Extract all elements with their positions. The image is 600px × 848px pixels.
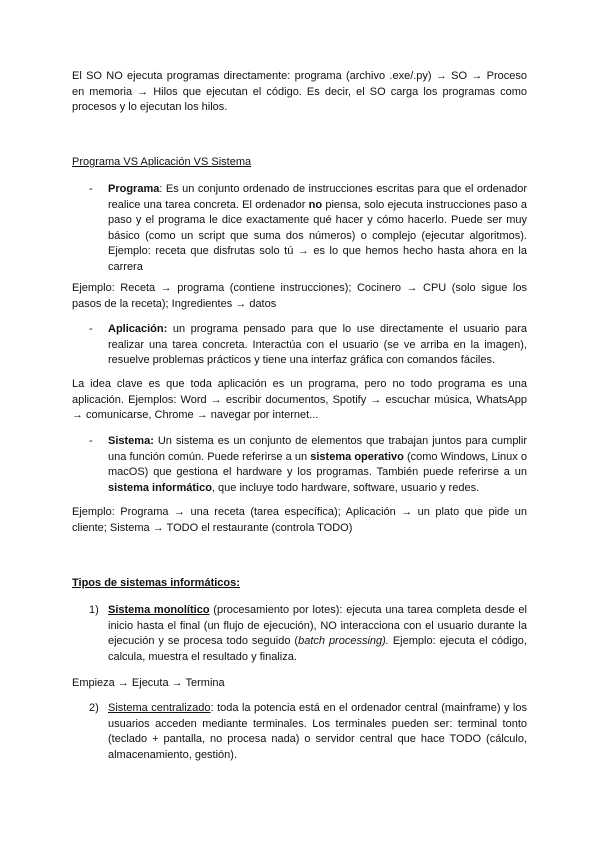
- ejemplo-programa-paragraph: [72, 281, 527, 312]
- term-sistema: Sistema:: [108, 435, 154, 447]
- ejemplo-sistema-paragraph: [72, 505, 527, 536]
- ejemplo-programa-text: Ejemplo: Receta → programa (contiene instrucciones); Cocinero → CPU (solo sigue los pasos de la receta); Ingredientes → datos: [72, 282, 527, 310]
- item-sistema-monolitico: [89, 603, 527, 665]
- intro-paragraph: [72, 69, 527, 116]
- bold-sistema-informatico: sistema informático: [108, 481, 212, 494]
- programa-text-a: : Es un conjunto ordenado de instrucciones escritas para que el ordenador realice una tarea concreta. El ordenador: [108, 183, 527, 211]
- bullet-sistema: [89, 434, 527, 496]
- bullet-aplicacion-text: [108, 322, 527, 369]
- sistema-text-a: Un sistema es un conjunto de elementos que trabajan juntos para cumplir una función común. Puede referirse a un: [108, 435, 527, 463]
- item2-text-body: : toda la potencia está en el ordenador central (mainframe) y los usuarios acceden mediante terminales. Los terminales pueden ser: terminal tonto (teclado + pantalla, no procesa nada) o servidor central que hace TODO (cálculo, almacenamiento, gestión).: [108, 702, 527, 761]
- bullet-dash: -: [89, 435, 93, 447]
- programa-text-b: piensa, solo ejecuta instrucciones paso a paso y el programa le dice exactamente qué hacer y cómo hacerlo. Puede ser muy básico (como un script que suma dos números) o complejo (ejecutar algoritmos). Ejemplo: receta que disfrutas solo tú → es lo que hemos hecho hasta ahora en la carrera: [108, 198, 528, 273]
- item2-text: [108, 701, 527, 763]
- bullet-aplicacion: [89, 322, 527, 369]
- item1-text: [108, 603, 527, 665]
- bullet-programa-text: [108, 182, 527, 275]
- italic-batch-processing: batch processing).: [298, 635, 389, 647]
- section2-heading-text: Tipos de sistemas informáticos:: [72, 577, 240, 589]
- section1-heading: [72, 155, 527, 171]
- bold-no: no: [308, 198, 323, 211]
- item-number-2: 2): [89, 702, 99, 714]
- item-sistema-centralizado: [89, 701, 527, 763]
- bullet-dash: -: [89, 183, 93, 195]
- term-programa: Programa: [108, 183, 160, 195]
- item-number-1: 1): [89, 604, 99, 616]
- sistema-text-c: , que incluye todo hardware, software, usuario y redes.: [211, 481, 480, 494]
- ejemplo-sistema-text: Ejemplo: Programa → una receta (tarea específica); Aplicación → un plato que pide un cliente; Sistema → TODO el restaurante (controla TODO): [72, 506, 527, 534]
- item1-text-b: Ejemplo: ejecuta el código, calcula, muestra el resultado y finaliza.: [108, 635, 527, 663]
- flow-paragraph: [72, 676, 527, 692]
- term-sistema-centralizado: Sistema centralizado: [108, 702, 211, 714]
- idea-clave-paragraph: [72, 377, 527, 424]
- flow-text: Empieza → Ejecuta → Termina: [72, 677, 225, 689]
- idea-clave-text: La idea clave es que toda aplicación es un programa, pero no todo programa es una aplicación. Ejemplos: Word → escribir documentos, Spotify → escuchar música, WhatsApp → comunicarse, Chrome → navegar por internet...: [72, 378, 527, 421]
- term-aplicacion: Aplicación:: [108, 323, 168, 335]
- aplicacion-text: un programa pensado para que lo use directamente el usuario para realizar una tarea concreta. Interactúa con el usuario (se ve arriba en la imagen), resuelve problemas prácticos y tiene una interfaz gráfica con comandos fáciles.: [108, 323, 527, 366]
- sistema-text-b: (como Windows, Linux o macOS) que gestiona el hardware y los programas. También puede referirse a un: [108, 450, 527, 478]
- section1-heading-text: Programa VS Aplicación VS Sistema: [72, 156, 252, 168]
- item1-text-a: (procesamiento por lotes): ejecuta una tarea completa desde el inicio hasta el final (un flujo de ejecución), NO interacciona con el usuario durante la ejecución y se procesa todo seguido (: [108, 604, 527, 647]
- bold-sistema-operativo: sistema operativo: [310, 450, 404, 463]
- intro-text: El SO NO ejecuta programas directamente: programa (archivo .exe/.py) → SO → Proceso en memoria → Hilos que ejecutan el código. Es decir, el SO carga los programas como procesos y lo ejecutan los hilos.: [72, 70, 527, 113]
- bullet-programa: [89, 182, 527, 275]
- bullet-sistema-text: [108, 434, 527, 496]
- term-sistema-monolitico: Sistema monolítico: [108, 604, 210, 616]
- section2-heading: [72, 576, 527, 592]
- bullet-dash: -: [89, 323, 93, 335]
